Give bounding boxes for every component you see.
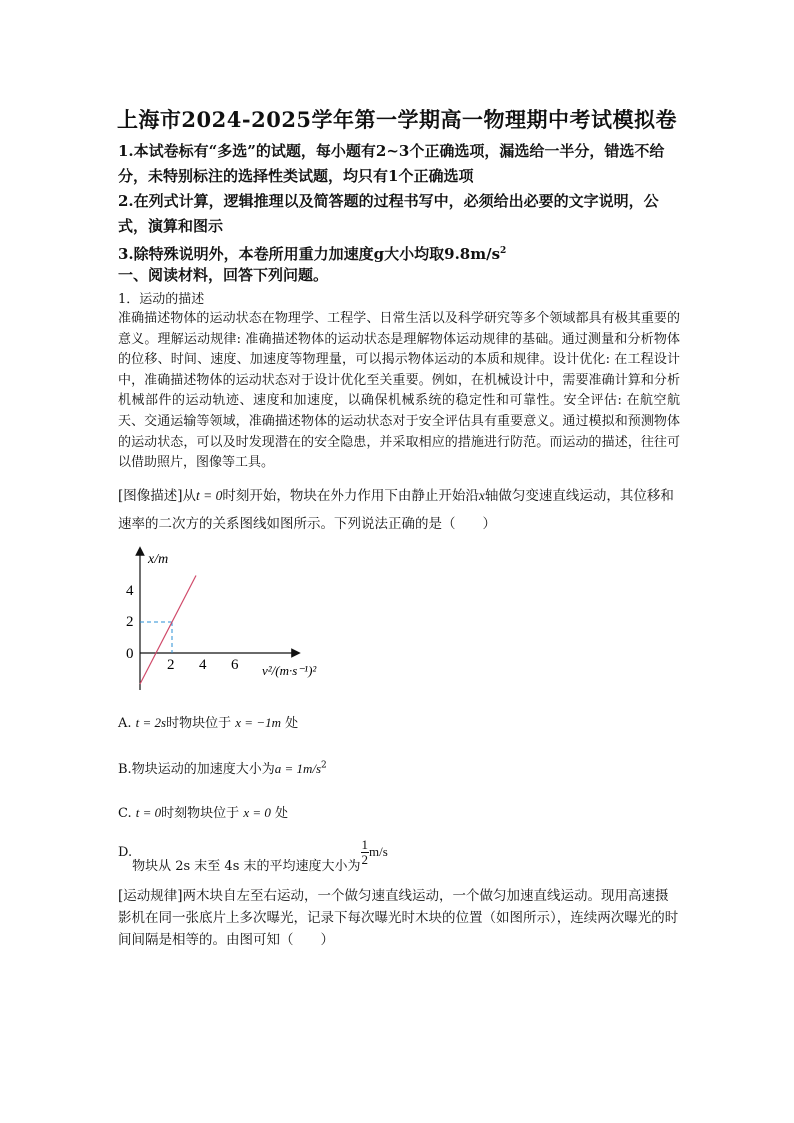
option-c-t: t = 0	[135, 805, 162, 820]
q1-prefix: [图像描述]从	[118, 488, 197, 504]
x-tick-2: 2	[167, 657, 175, 673]
y-tick-2: 2	[126, 614, 134, 630]
section-title: 一、阅读材料，回答下列问题。	[118, 266, 329, 284]
question-2-stem: [运动规律]两木块自左至右运动，一个做匀速直线运动，一个做匀加速直线运动。现用高速摄影机在同一张底片上多次曝光，记录下每次曝光时木块的位置（如图所示），连续两次曝光的时间间隔是相等的。由图可知（ ）	[118, 888, 679, 948]
question-1-stem	[118, 482, 680, 538]
option-c-end: 处	[275, 806, 289, 821]
option-a-mid: 时物块位于	[166, 716, 232, 731]
y-axis-label: x/m	[148, 552, 169, 567]
option-d-label: D.	[118, 845, 133, 860]
option-d[interactable]	[118, 838, 388, 874]
option-c-label: C.	[118, 806, 132, 821]
x-tick-6: 6	[231, 657, 239, 673]
option-d-text: 物块从 2s 末至 4s 末的平均速度大小为	[132, 859, 361, 874]
reading-passage: 准确描述物体的运动状态在物理学、工程学、日常生活以及科学研究等多个领域都具有极其重要的意义。理解运动规律: 准确描述物体的运动状态是理解物体运动规律的基础。通过测量和分析物体的位移、时间、速度、加速度等物理量，可以揭示物体运动的本质和规律。设计优化: 在工程设计中，准确描述物体的运动状态对于设计优化至关重要。例如，在机械设计中，需要准确计算和分析机械部件的运动轨迹、速度和加速度，以确保机械系统的稳定性和可靠性。安全评估: 在航空航天、交通运输等领域，准确描述物体的运动状态对于安全评估具有重要意义。通过模拟和预测物体的运动状态，可以及时发现潜在的安全隐患，并采取相应的措施进行防范。而运动的描述，往往可以借助照片，图像等工具。	[118, 311, 680, 471]
instruction-1: 1.本试卷标有“多选”的试题，每小题有2~3个正确选项，漏选给一半分，错选不给分，未特别标注的选择性类试题，均只有1个正确选项	[118, 142, 665, 185]
option-a-x: x = −1m	[235, 715, 281, 730]
option-b-val: a = 1m/s	[274, 761, 322, 776]
option-b-text: 物块运动的加速度大小为	[131, 762, 275, 777]
instruction-2: 2.在列式计算，逻辑推理以及简答题的过程书写中，必须给出必要的文字说明，公式，演算和图示	[118, 192, 659, 235]
option-b-label: B.	[118, 762, 132, 777]
q1-t0: t = 0	[196, 488, 223, 503]
instruction-3	[118, 239, 688, 267]
option-b[interactable]	[118, 758, 327, 777]
y-tick-0: 0	[126, 646, 134, 662]
x-v2-graph	[118, 545, 358, 695]
subsection-title: 1．运动的描述	[118, 292, 205, 307]
q1-axis: x	[478, 488, 485, 503]
option-b-sup: 2	[321, 760, 327, 771]
page-title: 上海市2024-2025学年第一学期高一物理期中考试模拟卷	[116, 107, 678, 132]
fraction-denominator: 2	[361, 852, 369, 867]
option-d-fraction	[361, 838, 370, 867]
y-tick-4: 4	[126, 583, 134, 599]
option-a-label: A.	[118, 716, 132, 731]
option-c-x: x = 0	[243, 805, 271, 820]
option-a[interactable]	[118, 712, 298, 731]
x-axis-label: v²/(m·s⁻¹)²	[262, 663, 317, 678]
fraction-numerator: 1	[361, 837, 369, 852]
option-d-unit: m/s	[369, 844, 388, 859]
option-c-mid: 时刻物块位于	[161, 806, 240, 821]
option-a-t: t = 2s	[135, 715, 167, 730]
q1-mid: 时刻开始，物块在外力作用下由静止开始沿	[222, 488, 479, 504]
instruction-3-sup: 2	[500, 246, 507, 256]
option-a-end: 处	[285, 716, 299, 731]
q1-rest: 轴做匀变速直线运动，其位移和速率的二次方的关系图线如图所示。下列说法正确的是（ ）	[118, 488, 674, 532]
instruction-3-text: 3.除特殊说明外，本卷所用重力加速度g大小均取9.8m/s	[118, 245, 501, 263]
option-c[interactable]	[118, 802, 288, 821]
x-tick-4: 4	[199, 657, 207, 673]
